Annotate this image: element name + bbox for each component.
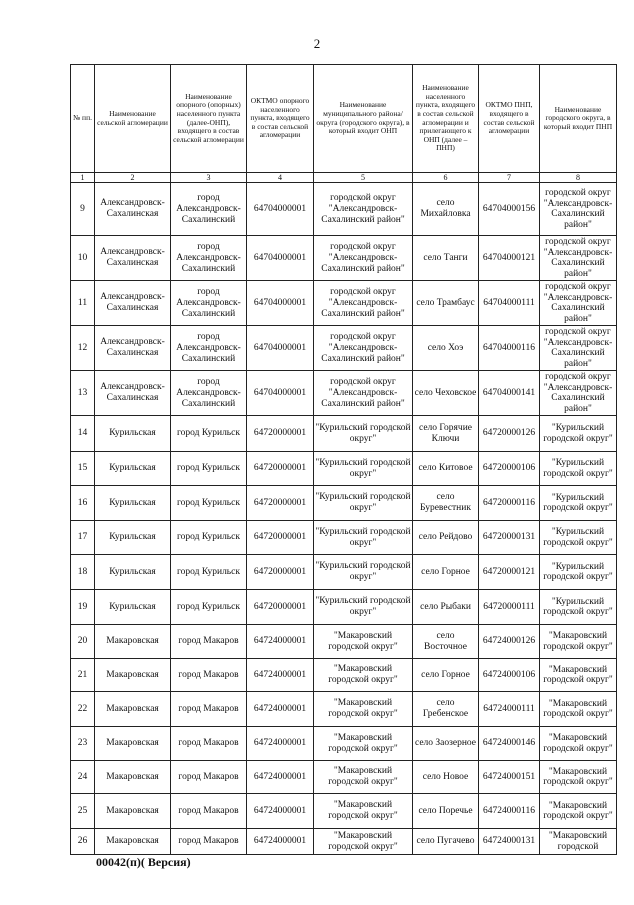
- onp-oktmo: 64720000001: [247, 416, 314, 452]
- agglomeration-name: Курильская: [95, 555, 171, 590]
- onp-name: город Макаров: [171, 727, 247, 761]
- district-name: городской округ "Александровск-Сахалинский район": [540, 326, 617, 371]
- agglomeration-name: Курильская: [95, 416, 171, 452]
- municipality-name: "Макаровский городской округ": [314, 829, 413, 855]
- column-number-row: [71, 173, 617, 183]
- table-row: [71, 281, 617, 326]
- pnp-oktmo: 64704000156: [479, 183, 540, 236]
- onp-name: город Макаров: [171, 659, 247, 692]
- pnp-oktmo: 64724000106: [479, 659, 540, 692]
- municipality-name: "Макаровский городской округ": [314, 625, 413, 659]
- onp-oktmo: 64724000001: [247, 761, 314, 794]
- pnp-name: село Хоэ: [413, 326, 479, 371]
- header-cell: Наименование муниципального района/округа (городского округа), в который входит ОНП: [314, 65, 413, 173]
- page-number: 2: [313, 36, 321, 51]
- row-number: 19: [71, 590, 95, 625]
- document-version-footer: 00042(п)( Версия): [96, 855, 191, 869]
- onp-oktmo: 64720000001: [247, 486, 314, 521]
- onp-name: город Александровск-Сахалинский: [171, 236, 247, 281]
- agglomeration-name: Александровск-Сахалинская: [95, 281, 171, 326]
- municipality-name: "Макаровский городской округ": [314, 659, 413, 692]
- onp-oktmo: 64724000001: [247, 829, 314, 855]
- pnp-oktmo: 64704000121: [479, 236, 540, 281]
- municipality-name: городской округ "Александровск-Сахалинский район": [314, 183, 413, 236]
- pnp-oktmo: 64720000106: [479, 452, 540, 486]
- row-number: 23: [71, 727, 95, 761]
- pnp-oktmo: 64720000131: [479, 521, 540, 555]
- municipality-name: городской округ "Александровск-Сахалинский район": [314, 371, 413, 416]
- pnp-oktmo: 64720000116: [479, 486, 540, 521]
- header-cell: ОКТМО ПНП, входящего в состав сельской агломерации: [479, 65, 540, 173]
- column-number: 6: [413, 173, 479, 183]
- district-name: "Макаровский городской округ": [540, 794, 617, 829]
- pnp-name: село Буревестник: [413, 486, 479, 521]
- pnp-name: село Гребенское: [413, 692, 479, 727]
- header-cell: ОКТМО опорного населенного пункта, входящего в состав сельской агломерации: [247, 65, 314, 173]
- pnp-oktmo: 64724000151: [479, 761, 540, 794]
- agglomeration-name: Макаровская: [95, 727, 171, 761]
- table-row: [71, 761, 617, 794]
- row-number: 11: [71, 281, 95, 326]
- row-number: 9: [71, 183, 95, 236]
- onp-name: город Курильск: [171, 590, 247, 625]
- pnp-oktmo: 64704000141: [479, 371, 540, 416]
- onp-name: город Курильск: [171, 486, 247, 521]
- table-row: [71, 371, 617, 416]
- row-number: 26: [71, 829, 95, 855]
- district-name: "Макаровский городской округ": [540, 727, 617, 761]
- row-number: 18: [71, 555, 95, 590]
- onp-name: город Александровск-Сахалинский: [171, 326, 247, 371]
- onp-name: город Курильск: [171, 521, 247, 555]
- district-name: "Макаровский городской: [540, 829, 617, 855]
- onp-name: город Александровск-Сахалинский: [171, 371, 247, 416]
- municipality-name: "Курильский городской округ": [314, 486, 413, 521]
- pnp-oktmo: 64724000126: [479, 625, 540, 659]
- row-number: 17: [71, 521, 95, 555]
- municipality-name: "Курильский городской округ": [314, 590, 413, 625]
- district-name: городской округ "Александровск-Сахалинский район": [540, 183, 617, 236]
- onp-oktmo: 64720000001: [247, 590, 314, 625]
- onp-oktmo: 64724000001: [247, 659, 314, 692]
- district-name: "Макаровский городской округ": [540, 692, 617, 727]
- pnp-name: село Заозерное: [413, 727, 479, 761]
- row-number: 21: [71, 659, 95, 692]
- row-number: 13: [71, 371, 95, 416]
- agglomeration-table: [70, 64, 617, 855]
- district-name: "Курильский городской округ": [540, 452, 617, 486]
- table-row: [71, 829, 617, 855]
- pnp-name: село Михайловка: [413, 183, 479, 236]
- agglomeration-name: Александровск-Сахалинская: [95, 236, 171, 281]
- pnp-name: село Трамбаус: [413, 281, 479, 326]
- header-cell: Наименование опорного (опорных) населенного пункта (далее-ОНП), входящего в состав сельской агломерации: [171, 65, 247, 173]
- onp-name: город Курильск: [171, 416, 247, 452]
- column-number: 4: [247, 173, 314, 183]
- pnp-name: село Восточное: [413, 625, 479, 659]
- column-number: 5: [314, 173, 413, 183]
- onp-oktmo: 64720000001: [247, 555, 314, 590]
- onp-name: город Курильск: [171, 555, 247, 590]
- column-number: 2: [95, 173, 171, 183]
- pnp-name: село Поречье: [413, 794, 479, 829]
- table-row: [71, 727, 617, 761]
- pnp-name: село Новое: [413, 761, 479, 794]
- pnp-name: село Горное: [413, 555, 479, 590]
- onp-name: город Александровск-Сахалинский: [171, 183, 247, 236]
- pnp-oktmo: 64724000116: [479, 794, 540, 829]
- district-name: "Макаровский городской округ": [540, 625, 617, 659]
- pnp-oktmo: 64720000126: [479, 416, 540, 452]
- agglomeration-name: Макаровская: [95, 625, 171, 659]
- onp-name: город Макаров: [171, 829, 247, 855]
- table-row: [71, 555, 617, 590]
- district-name: "Курильский городской округ": [540, 416, 617, 452]
- agglomeration-name: Курильская: [95, 486, 171, 521]
- pnp-oktmo: 64724000111: [479, 692, 540, 727]
- pnp-oktmo: 64724000131: [479, 829, 540, 855]
- onp-name: город Макаров: [171, 692, 247, 727]
- table-row: [71, 183, 617, 236]
- table-row: [71, 236, 617, 281]
- district-name: "Макаровский городской округ": [540, 761, 617, 794]
- municipality-name: "Макаровский городской округ": [314, 761, 413, 794]
- column-number: 7: [479, 173, 540, 183]
- municipality-name: городской округ "Александровск-Сахалинский район": [314, 326, 413, 371]
- agglomeration-name: Макаровская: [95, 659, 171, 692]
- municipality-name: "Макаровский городской округ": [314, 794, 413, 829]
- agglomeration-name: Макаровская: [95, 692, 171, 727]
- agglomeration-name: Макаровская: [95, 761, 171, 794]
- table-row: [71, 521, 617, 555]
- onp-oktmo: 64704000001: [247, 183, 314, 236]
- agglomeration-name: Макаровская: [95, 794, 171, 829]
- header-row: [71, 65, 617, 173]
- header-cell: № пп.: [71, 65, 95, 173]
- row-number: 14: [71, 416, 95, 452]
- pnp-oktmo: 64704000111: [479, 281, 540, 326]
- column-number: 3: [171, 173, 247, 183]
- onp-oktmo: 64704000001: [247, 326, 314, 371]
- district-name: городской округ "Александровск-Сахалинский район": [540, 281, 617, 326]
- agglomeration-name: Александровск-Сахалинская: [95, 326, 171, 371]
- table-row: [71, 692, 617, 727]
- row-number: 12: [71, 326, 95, 371]
- onp-oktmo: 64720000001: [247, 521, 314, 555]
- pnp-oktmo: 64720000111: [479, 590, 540, 625]
- header-cell: Наименование сельской агломерации: [95, 65, 171, 173]
- municipality-name: "Макаровский городской округ": [314, 692, 413, 727]
- table-row: [71, 326, 617, 371]
- row-number: 16: [71, 486, 95, 521]
- pnp-name: село Чеховское: [413, 371, 479, 416]
- district-name: "Курильский городской округ": [540, 521, 617, 555]
- agglomeration-name: Курильская: [95, 452, 171, 486]
- table-row: [71, 416, 617, 452]
- table-row: [71, 794, 617, 829]
- pnp-name: село Рыбаки: [413, 590, 479, 625]
- onp-oktmo: 64704000001: [247, 371, 314, 416]
- table-row: [71, 452, 617, 486]
- table-row: [71, 590, 617, 625]
- district-name: "Макаровский городской округ": [540, 659, 617, 692]
- agglomeration-name: Курильская: [95, 590, 171, 625]
- header-cell: Наименование населенного пункта, входящего в состав сельской агломерации и прилегающего к ОНП (далее – ПНП): [413, 65, 479, 173]
- onp-name: город Макаров: [171, 625, 247, 659]
- table-row: [71, 659, 617, 692]
- district-name: городской округ "Александровск-Сахалинский район": [540, 371, 617, 416]
- row-number: 10: [71, 236, 95, 281]
- row-number: 24: [71, 761, 95, 794]
- onp-oktmo: 64704000001: [247, 281, 314, 326]
- district-name: "Курильский городской округ": [540, 590, 617, 625]
- municipality-name: городской округ "Александровск-Сахалинский район": [314, 281, 413, 326]
- district-name: "Курильский городской округ": [540, 555, 617, 590]
- municipality-name: "Курильский городской округ": [314, 521, 413, 555]
- pnp-name: село Рейдово: [413, 521, 479, 555]
- column-number: 8: [540, 173, 617, 183]
- onp-oktmo: 64724000001: [247, 794, 314, 829]
- row-number: 15: [71, 452, 95, 486]
- onp-oktmo: 64704000001: [247, 236, 314, 281]
- onp-oktmo: 64724000001: [247, 727, 314, 761]
- municipality-name: "Макаровский городской округ": [314, 727, 413, 761]
- municipality-name: "Курильский городской округ": [314, 555, 413, 590]
- municipality-name: "Курильский городской округ": [314, 452, 413, 486]
- agglomeration-name: Курильская: [95, 521, 171, 555]
- header-cell: Наименование городского округа, в который входит ПНП: [540, 65, 617, 173]
- agglomeration-name: Александровск-Сахалинская: [95, 371, 171, 416]
- onp-oktmo: 64724000001: [247, 692, 314, 727]
- onp-oktmo: 64724000001: [247, 625, 314, 659]
- pnp-name: село Китовое: [413, 452, 479, 486]
- agglomeration-name: Макаровская: [95, 829, 171, 855]
- pnp-oktmo: 64724000146: [479, 727, 540, 761]
- row-number: 25: [71, 794, 95, 829]
- column-number: 1: [71, 173, 95, 183]
- pnp-name: село Танги: [413, 236, 479, 281]
- table-row: [71, 625, 617, 659]
- onp-oktmo: 64720000001: [247, 452, 314, 486]
- pnp-oktmo: 64704000116: [479, 326, 540, 371]
- onp-name: город Александровск-Сахалинский: [171, 281, 247, 326]
- onp-name: город Макаров: [171, 761, 247, 794]
- row-number: 20: [71, 625, 95, 659]
- onp-name: город Макаров: [171, 794, 247, 829]
- pnp-oktmo: 64720000121: [479, 555, 540, 590]
- district-name: городской округ "Александровск-Сахалинский район": [540, 236, 617, 281]
- pnp-name: село Горное: [413, 659, 479, 692]
- district-name: "Курильский городской округ": [540, 486, 617, 521]
- row-number: 22: [71, 692, 95, 727]
- agglomeration-name: Александровск-Сахалинская: [95, 183, 171, 236]
- table-row: [71, 486, 617, 521]
- onp-name: город Курильск: [171, 452, 247, 486]
- municipality-name: городской округ "Александровск-Сахалинский район": [314, 236, 413, 281]
- municipality-name: "Курильский городской округ": [314, 416, 413, 452]
- pnp-name: село Пугачево: [413, 829, 479, 855]
- pnp-name: село Горячие Ключи: [413, 416, 479, 452]
